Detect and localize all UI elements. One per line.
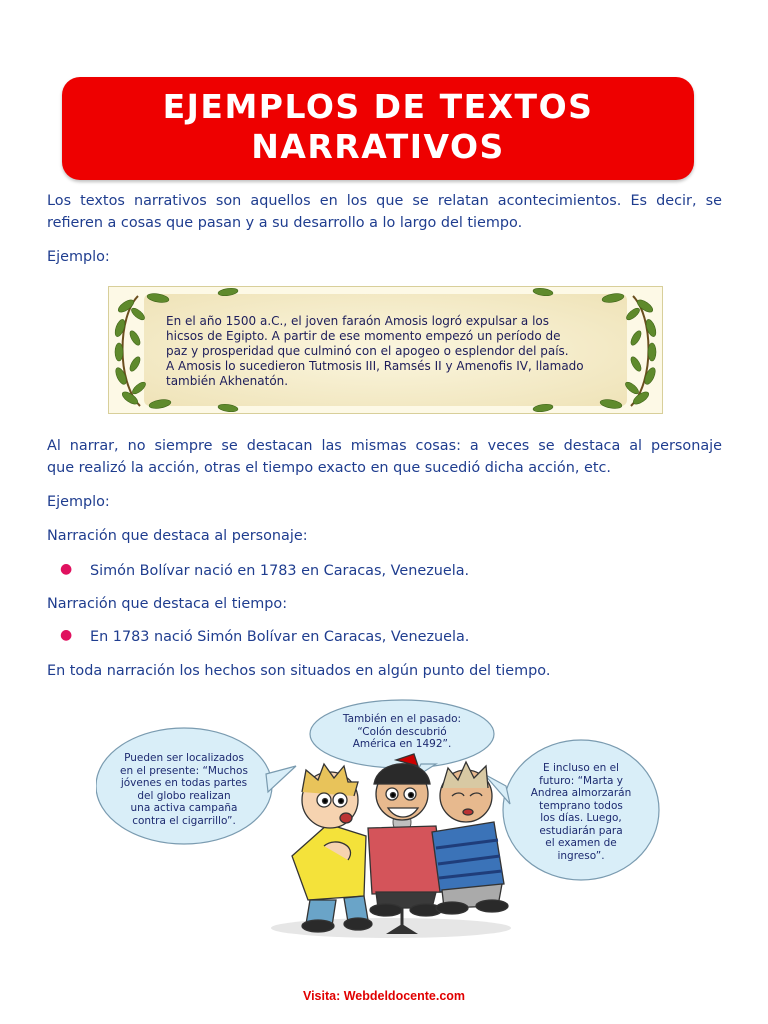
bubble-line: una activa campaña	[130, 802, 238, 814]
left-speech-bubble	[96, 752, 272, 827]
narrar-line-2: que realizó la acción, otras el tiempo exacto en que sucedió dicha acción, etc.	[47, 460, 611, 476]
bubble-line: También en el pasado:	[342, 713, 462, 725]
title-line-1: EJEMPLOS DE TEXTOS	[162, 87, 594, 126]
example-label-1: Ejemplo:	[47, 249, 110, 265]
intro-line-1: Los textos narrativos son aquellos en los que se relatan acontecimientos. Es decir, se	[47, 193, 722, 209]
personaje-heading: Narración que destaca al personaje:	[47, 528, 308, 544]
bubble-line: temprano todos	[539, 799, 623, 812]
center-speech-bubble	[312, 713, 492, 751]
bubble-line: ingreso”.	[557, 849, 605, 862]
bubble-line: E incluso en el	[543, 762, 619, 774]
bullet-dot: ●	[60, 561, 73, 577]
tiempo-bullet: En 1783 nació Simón Bolívar en Caracas, Venezuela.	[90, 629, 470, 645]
bubble-line: “Colón descubrió	[357, 725, 447, 738]
bubble-line: estudiarán para	[539, 824, 623, 837]
narrar-line-1: Al narrar, no siempre se destacan las mismas cosas: a veces se destaca al personaje	[47, 438, 722, 454]
bullet-dot: ●	[60, 627, 73, 643]
bubble-line: América en 1492”.	[352, 738, 452, 750]
title-banner	[62, 77, 694, 180]
tiempo-heading: Narración que destaca el tiempo:	[47, 596, 288, 612]
example-box-line: hicsos de Egipto. A partir de ese momento empezó un período de	[166, 329, 561, 343]
example-box-line: también Akhenatón.	[166, 374, 289, 388]
footer-link[interactable]: Visita: Webdeldocente.com	[302, 989, 466, 1003]
personaje-bullet: Simón Bolívar nació en 1783 en Caracas, Venezuela.	[90, 563, 470, 579]
example-box-text	[166, 314, 608, 389]
bubble-line: del globo realizan	[137, 789, 231, 802]
bubble-line: contra el cigarrillo”.	[132, 814, 236, 827]
example-box-line: A Amosis lo sucedieron Tutmosis III, Ramsés II y Amenofis IV, llamado	[166, 359, 584, 373]
bubble-line: jóvenes en todas partes	[120, 777, 248, 789]
bubble-line: en el presente: “Muchos	[120, 764, 248, 777]
title-line-2: NARRATIVOS	[251, 127, 505, 166]
bubble-line: futuro: “Marta y	[539, 774, 623, 787]
example-box-line: paz y prosperidad que culminó con el apogeo o esplendor del país.	[166, 344, 569, 358]
example-box-line: En el año 1500 a.C., el joven faraón Amosis logró expulsar a los	[166, 314, 550, 328]
bubble-line: los días. Luego,	[540, 812, 622, 824]
intro-line-2: refieren a cosas que pasan y a su desarrollo a lo largo del tiempo.	[47, 215, 523, 231]
bubble-line: Andrea almorzarán	[530, 787, 632, 799]
right-speech-bubble	[503, 762, 659, 862]
example-label-2: Ejemplo:	[47, 494, 110, 510]
bubble-line: el examen de	[545, 837, 617, 849]
bubble-line: Pueden ser localizados	[124, 752, 244, 764]
conclusion: En toda narración los hechos son situados en algún punto del tiempo.	[47, 663, 551, 679]
